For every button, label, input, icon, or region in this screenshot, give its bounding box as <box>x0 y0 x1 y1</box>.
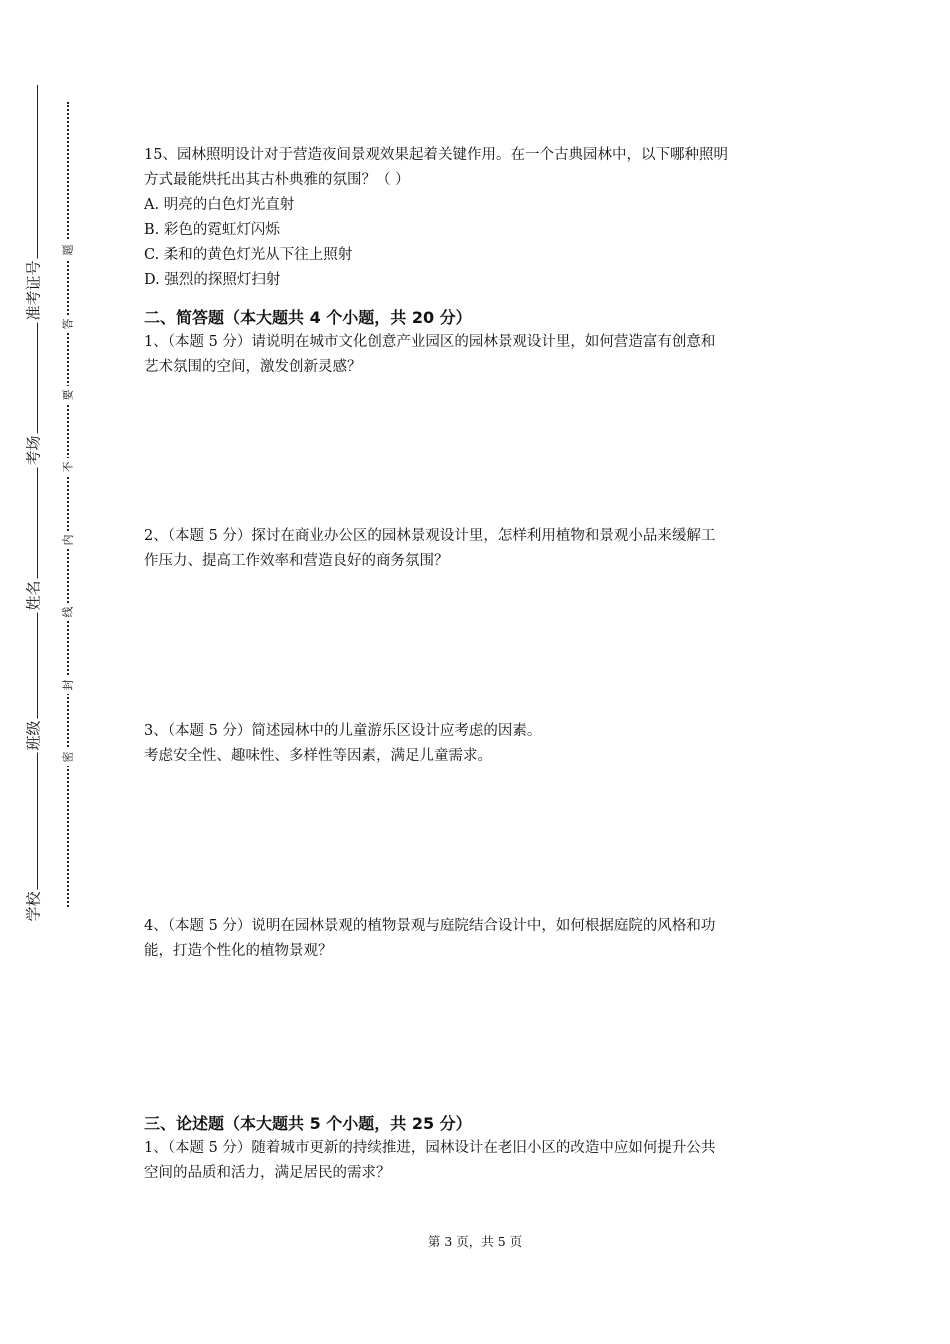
school-label: 学校 <box>24 890 43 922</box>
page-number: 第 3 页，共 5 页 <box>427 1234 523 1249</box>
question-text: 4、（本题 5 分）说明在园林景观的植物景观与庭院结合设计中，如何根据庭院的风格和功 <box>144 918 716 934</box>
question-text: 空间的品质和活力，满足居民的需求？ <box>144 1165 391 1181</box>
exam-id-label: 准考证号 <box>24 259 43 321</box>
seal-char: 不 <box>58 458 76 476</box>
seal-char: 封 <box>58 676 76 694</box>
section-2-question-4 <box>144 914 824 964</box>
question-text: 艺术氛围的空间，激发创新灵感？ <box>144 359 362 375</box>
question-stem: 15、园林照明设计对于营造夜间景观效果起着关键作用。在一个古典园林中，以下哪种照明 <box>144 147 728 163</box>
answer-text: 考虑安全性、趣味性、多样性等因素，满足儿童需求。 <box>144 748 492 764</box>
seal-char: 答 <box>58 315 76 333</box>
binding-margin <box>0 0 100 1344</box>
section-2-question-2 <box>144 524 824 574</box>
seal-char: 题 <box>58 241 76 259</box>
question-stem: 方式最能烘托出其古朴典雅的氛围？（ ） <box>144 172 410 188</box>
class-label: 班级 <box>24 719 43 751</box>
question-text: 3、（本题 5 分）简述园林中的儿童游乐区设计应考虑的因素。 <box>144 723 542 739</box>
question-text: 1、（本题 5 分）请说明在城市文化创意产业园区的园林景观设计里，如何营造富有创意和 <box>144 334 716 350</box>
question-text: 能，打造个性化的植物景观？ <box>144 943 333 959</box>
section-2-question-1 <box>144 330 824 380</box>
question-text: 作压力、提高工作效率和营造良好的商务氛围？ <box>144 553 449 569</box>
seal-dotted-line <box>67 102 69 907</box>
question-15 <box>144 143 824 293</box>
seal-char: 内 <box>58 531 76 549</box>
section-3-heading: 三、论述题（本大题共 5 个小题，共 25 分） <box>144 1114 472 1133</box>
section-2-question-3 <box>144 719 824 769</box>
option-c: C. 柔和的黄色灯光从下往上照射 <box>144 247 353 263</box>
section-2-heading: 二、简答题（本大题共 4 个小题，共 20 分） <box>144 308 472 327</box>
option-b: B. 彩色的霓虹灯闪烁 <box>144 222 280 238</box>
seal-char: 线 <box>58 603 76 621</box>
seal-char: 密 <box>58 748 76 766</box>
exam-room-label: 考场 <box>24 434 43 466</box>
name-label: 姓名 <box>24 579 43 611</box>
question-text: 1、（本题 5 分）随着城市更新的持续推进，园林设计在老旧小区的改造中应如何提升公共 <box>144 1140 716 1156</box>
section-3-question-1 <box>144 1136 824 1186</box>
exam-content <box>144 143 824 1186</box>
question-text: 2、（本题 5 分）探讨在商业办公区的园林景观设计里，怎样利用植物和景观小品来缓解工 <box>144 528 716 544</box>
seal-char: 要 <box>58 386 76 404</box>
option-a: A. 明亮的白色灯光直射 <box>144 197 295 213</box>
binding-solid-line <box>37 85 38 920</box>
option-d: D. 强烈的探照灯扫射 <box>144 272 281 288</box>
